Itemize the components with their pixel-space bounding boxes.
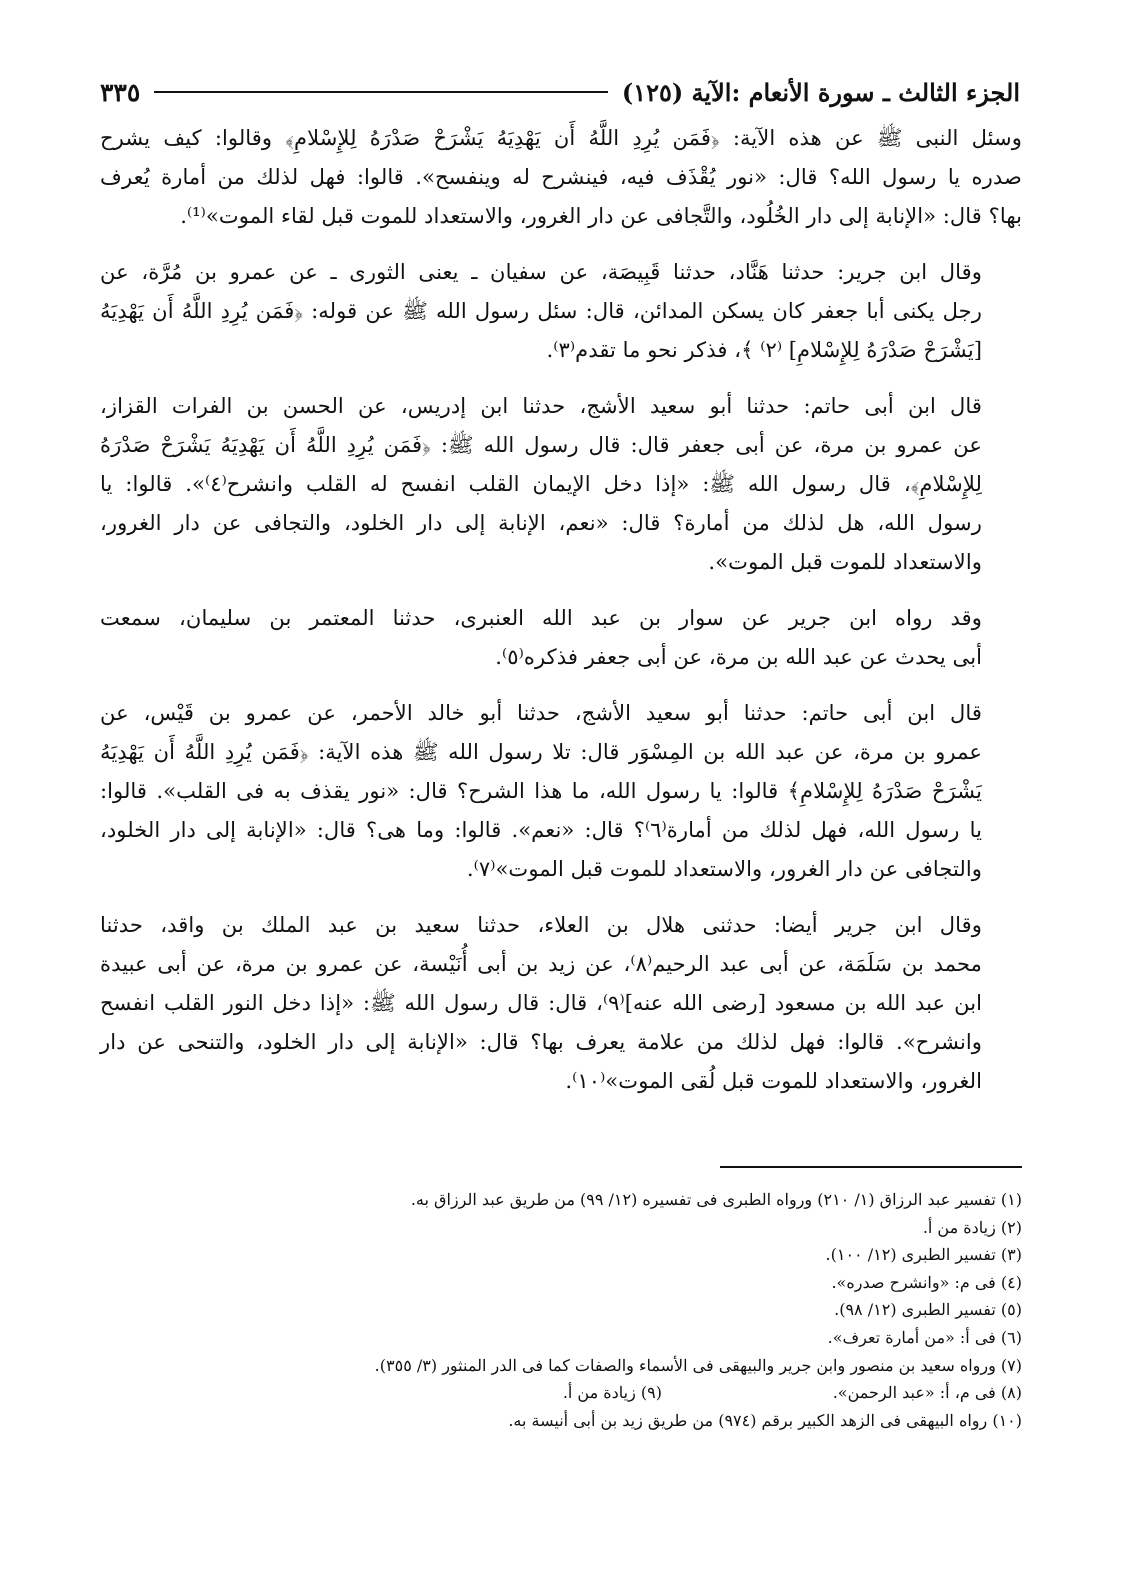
text-line: رجل يكنى أبا جعفر كان يسكن المدائن، قال: سئل رسول الله ﷺ عن قوله: ﴿فَمَن يُرِدِ اللَّهُ أَن يَهْدِيَهُ — [100, 298, 982, 323]
footnote: (٣) تفسير الطبرى (١٢/ ١٠٠). — [825, 1245, 1022, 1265]
paragraph-3 — [100, 386, 1022, 581]
footnote: (٥) تفسير الطبرى (١٢/ ٩٨). — [834, 1300, 1022, 1320]
running-title: الجزء الثالث ـ سورة الأنعام :الآية (١٢٥) — [621, 77, 1020, 107]
footnote-row — [100, 1379, 1022, 1407]
footnote: (٢) زيادة من أ. — [922, 1217, 1022, 1237]
text-line: والتجافى عن دار الغرور، والاستعداد للموت قبل الموت»⁽٧⁾. — [466, 856, 982, 881]
footnote: (٤) فى م: «وانشرح صدره». — [831, 1272, 1022, 1292]
header-rule — [154, 91, 608, 93]
text-line: يَشْرَحْ صَدْرَهُ لِلإِسْلامِ﴾ قالوا: يا رسول الله، ما هذا الشرح؟ قال: «نور يقذف به فى القلب». قالوا: — [100, 778, 982, 803]
footnote: (٩) زيادة من أ. — [562, 1383, 662, 1403]
text-line: وانشرح». قالوا: فهل لذلك من علامة يعرف بها؟ قال: «الإنابة إلى دار الخلود، والتنحى عن دار — [100, 1029, 982, 1054]
footnote: (٦) فى أ: «من أمارة تعرف». — [827, 1327, 1022, 1347]
text-line: قال ابن أبى حاتم: حدثنا أبو سعيد الأشج، حدثنا ابن إدريس، عن الحسن بن الفرات القزاز، — [100, 393, 982, 418]
page-number: ٣٣٥ — [100, 77, 141, 107]
text-line: محمد بن سَلَمَة، عن أبى عبد الرحيم⁽٨⁾، عن زيد بن أبى أُنَيْسة، عن عمرو بن مرة، عن أبى عبيدة — [100, 951, 982, 976]
text-line: صدره يا رسول الله؟ قال: «نور يُقْذَف فيه، فينشرح له وينفسح». قالوا: فهل لذلك من أمارة يُعرف — [100, 164, 1022, 189]
page-header — [100, 72, 1020, 112]
footnote: (١٠) رواه البيهقى فى الزهد الكبير برقم (٩٧٤) من طريق زيد بن أبى أنيسة به. — [508, 1410, 1022, 1430]
footnote: (١) تفسير عبد الرزاق (١/ ٢١٠) ورواه الطبرى فى تفسيره (١٢/ ٩٩) من طريق عبد الرزاق به. — [410, 1190, 1022, 1209]
paragraph-6 — [100, 905, 1022, 1100]
text-line: عن عمرو بن مرة، عن أبى جعفر قال: قال رسول الله ﷺ: ﴿فَمَن يُرِدِ اللَّهُ أَن يَهْدِيَهُ يَشْرَحْ صَدْرَهُ — [100, 432, 982, 457]
text-line: لِلإِسْلامِ﴾، قال رسول الله ﷺ: «إذا دخل الإيمان القلب انفسح له القلب وانشرح⁽٤⁾». قالوا: يا — [100, 471, 983, 496]
text-line: والاستعداد للموت قبل الموت». — [708, 549, 982, 574]
text-line: وقال ابن جرير: حدثنا هَنَّاد، حدثنا قَبِيصَة، عن سفيان ـ يعنى الثورى ـ عن عمرو بن مُرَّة، عن — [100, 259, 982, 284]
text-line: وقد رواه ابن جرير عن سوار بن عبد الله العنبرى، حدثنا المعتمر بن سليمان، سمعت — [100, 605, 982, 630]
text-line: وقال ابن جرير أيضا: حدثنى هلال بن العلاء، حدثنا سعيد بن عبد الملك بن واقد، حدثنا — [100, 912, 982, 937]
footnotes — [100, 1186, 1022, 1434]
main-text — [100, 118, 1022, 1117]
footnote-separator — [720, 1166, 1022, 1168]
paragraph-2 — [100, 252, 1022, 369]
paragraph-5 — [100, 693, 1022, 888]
text-line: رسول الله، هل لذلك من أمارة؟ قال: «نعم، الإنابة إلى دار الخلود، والتجافى عن دار الغرور، — [100, 510, 982, 535]
text-line: وسئل النبى ﷺ عن هذه الآية: ﴿فَمَن يُرِدِ اللَّهُ أَن يَهْدِيَهُ يَشْرَحْ صَدْرَهُ لِلإِسْلامِ﴾ وقالوا: كيف يشرح — [100, 125, 1022, 150]
text-line: قال ابن أبى حاتم: حدثنا أبو سعيد الأشج، حدثنا أبو خالد الأحمر، عن عمرو بن قَيْس، عن — [100, 700, 982, 725]
text-line: يا رسول الله، فهل لذلك من أمارة⁽٦⁾؟ قال: «نعم». قالوا: وما هى؟ قال: «الإنابة إلى دار الخلود، — [100, 817, 982, 842]
text-line: [يَشْرَحْ صَدْرَهُ لِلإِسْلامِ] ⁽٢⁾ ﴾، فذكر نحو ما تقدم⁽٣⁾. — [546, 337, 982, 362]
paragraph-1 — [100, 118, 1022, 235]
footnote: (٨) فى م، أ: «عبد الرحمن». — [832, 1383, 1022, 1403]
footnote: (٧) ورواه سعيد بن منصور وابن جرير والبيهقى فى الأسماء والصفات كما فى الدر المنثور (٣/ ٣٥٥). — [374, 1355, 1022, 1375]
text-line: أبى يحدث عن عبد الله بن مرة، عن أبى جعفر فذكره⁽٥⁾. — [495, 644, 982, 669]
paragraph-4 — [100, 598, 1022, 676]
text-line: عمرو بن مرة، عن عبد الله بن المِسْوَر قال: تلا رسول الله ﷺ هذه الآية: ﴿فَمَن يُرِدِ اللَّهُ أَن يَهْدِيَهُ — [100, 739, 982, 764]
text-line: الغرور، والاستعداد للموت قبل لُقى الموت»⁽١٠⁾. — [565, 1068, 982, 1093]
text-line: بها؟ قال: «الإنابة إلى دار الخُلُود، والتَّجافى عن دار الغرور، والاستعداد للموت قبل لقاء الموت»⁽¹⁾. — [180, 203, 1022, 228]
text-line: ابن عبد الله بن مسعود [رضى الله عنه]⁽٩⁾، قال: قال رسول الله ﷺ: «إذا دخل النور القلب انفسح — [100, 990, 982, 1015]
